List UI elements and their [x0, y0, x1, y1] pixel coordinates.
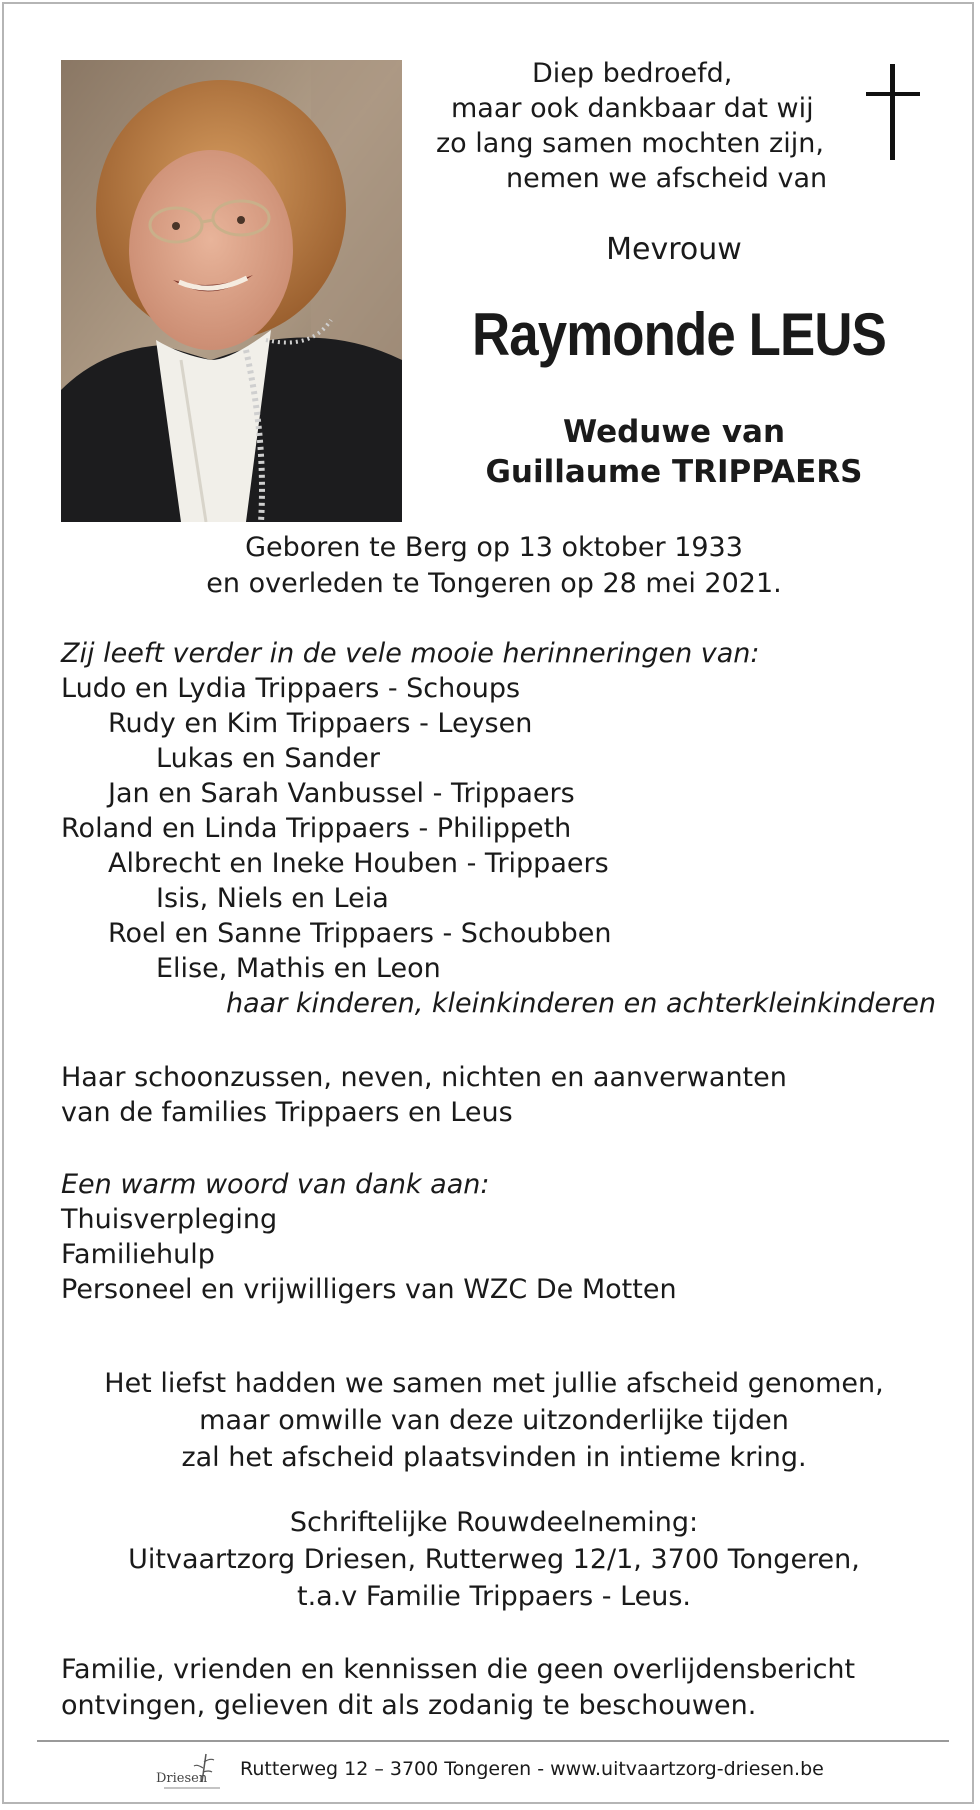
- obituary-card: [2, 2, 974, 1804]
- relatives: [61, 1060, 787, 1130]
- logo-text: Driesen: [156, 1771, 208, 1786]
- footer-divider: [37, 1740, 949, 1742]
- family-line: Jan en Sarah Vanbussel - Trippaers: [108, 778, 575, 809]
- closing-line: Het liefst hadden we samen met jullie afscheid genomen,: [104, 1368, 884, 1399]
- cross-icon: [866, 64, 920, 164]
- condolence-line: Schriftelijke Rouwdeelneming:: [289, 1507, 699, 1538]
- notice-line: Familie, vrienden en kennissen die geen overlijdensbericht: [61, 1654, 856, 1685]
- family-line: Albrecht en Ineke Houben - Trippaers: [108, 848, 609, 879]
- intro-line: nemen we afscheid van: [506, 163, 828, 194]
- condolence-address: [44, 1504, 944, 1615]
- relatives-line: van de families Trippaers en Leus: [61, 1097, 513, 1128]
- thanks-line: Personeel en vrijwilligers van WZC De Motten: [61, 1274, 677, 1305]
- notice-text: [61, 1652, 855, 1724]
- intro-line: Diep bedroefd,: [532, 58, 733, 89]
- closing-message: [44, 1365, 944, 1476]
- thanks-line: Thuisverpleging: [61, 1204, 278, 1235]
- intro-text: [424, 56, 844, 196]
- footer-address: Rutterweg 12 – 3700 Tongeren - www.uitvaartzorg-driesen.be: [240, 1758, 824, 1780]
- family-line: Rudy en Kim Trippaers - Leysen: [108, 708, 533, 739]
- family-list: [61, 636, 936, 1021]
- death-line: en overleden te Tongeren op 28 mei 2021.: [206, 568, 782, 599]
- family-line: Elise, Mathis en Leon: [156, 953, 441, 984]
- family-line: Ludo en Lydia Trippaers - Schoups: [61, 673, 521, 704]
- family-line: Lukas en Sander: [156, 743, 380, 774]
- thanks-section: [61, 1167, 677, 1307]
- intro-line: zo lang samen mochten zijn,: [436, 128, 824, 159]
- spouse-name: Guillaume TRIPPAERS: [485, 454, 863, 490]
- condolence-line: t.a.v Familie Trippaers - Leus.: [296, 1581, 692, 1612]
- notice-line: ontvingen, gelieven dit als zodanig te beschouwen.: [61, 1690, 757, 1721]
- family-line: Roel en Sanne Trippaers - Schoubben: [108, 918, 612, 949]
- thanks-line: Familiehulp: [61, 1239, 215, 1270]
- birth-line: Geboren te Berg op 13 oktober 1933: [245, 532, 743, 563]
- thanks-heading: Een warm woord van dank aan:: [61, 1169, 490, 1200]
- portrait-photo: [61, 60, 402, 522]
- condolence-line: Uitvaartzorg Driesen, Rutterweg 12/1, 3700 Tongeren,: [128, 1544, 860, 1575]
- widow-of: [424, 412, 924, 492]
- family-heading: Zij leeft verder in de vele mooie herinneringen van:: [61, 638, 760, 669]
- intro-line: maar ook dankbaar dat wij: [451, 93, 814, 124]
- relatives-line: Haar schoonzussen, neven, nichten en aanverwanten: [61, 1062, 787, 1093]
- honorific: Mevrouw: [606, 232, 742, 267]
- driesen-logo: [154, 1748, 224, 1798]
- deceased-name: Raymonde LEUS: [472, 301, 886, 368]
- family-line: Roland en Linda Trippaers - Philippeth: [61, 813, 572, 844]
- closing-line: zal het afscheid plaatsvinden in intieme kring.: [181, 1442, 807, 1473]
- widow-label: Weduwe van: [562, 414, 786, 450]
- family-tagline: haar kinderen, kleinkinderen en achterkleinkinderen: [226, 988, 936, 1019]
- family-line: Isis, Niels en Leia: [156, 883, 389, 914]
- closing-line: maar omwille van deze uitzonderlijke tijden: [199, 1405, 789, 1436]
- birth-death-info: [44, 530, 944, 602]
